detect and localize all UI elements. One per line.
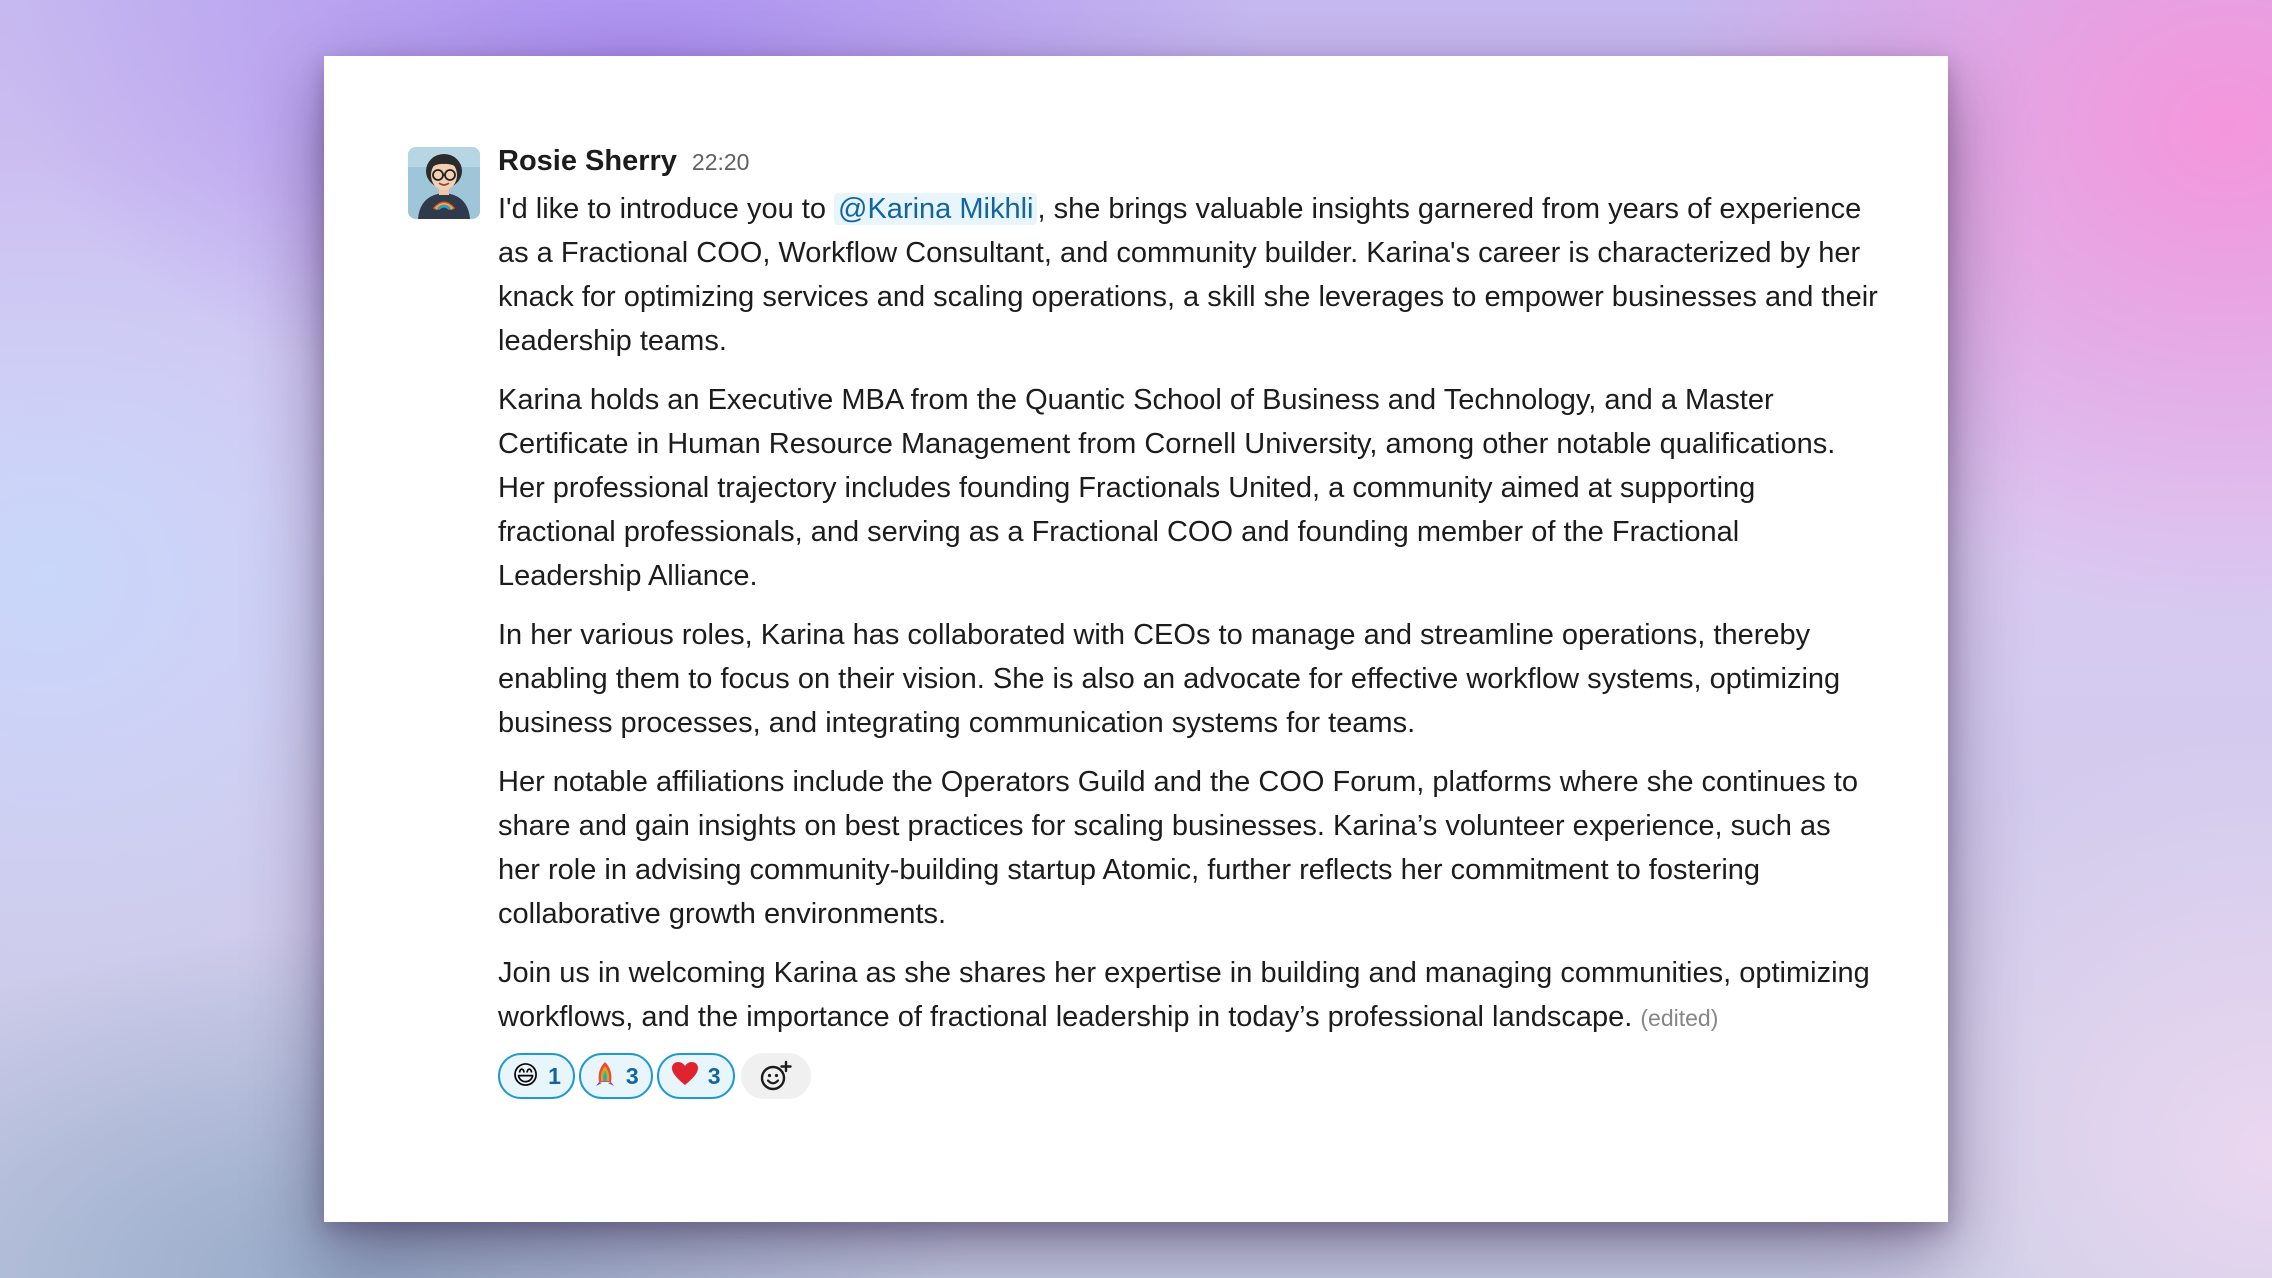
paragraph-2: Karina holds an Executive MBA from the Quantic School of Business and Technology, and a Master Certificate in Human Resource Management from Cornell University, among other notable qualifications. Her professional trajectory includes founding Fractionals United, a community aimed at supporting fractional professionals, and serving as a Fractional COO and founding member of the Fractional Leadership Alliance. <box>498 384 1836 592</box>
reaction-count: 1 <box>548 1062 561 1089</box>
reactions-bar <box>498 1053 1878 1099</box>
paragraph-1-rest: , she brings valuable insights garnered from years of experience as a Fractional COO, Workflow Consultant, and community builder. Karina's career is characterized by her knack for optimizing services and scaling operations, a skill she leverages to empower businesses and their leadership teams. <box>498 193 1878 357</box>
reaction-grinning[interactable] <box>498 1053 575 1099</box>
message-content <box>498 145 1878 1099</box>
reaction-count: 3 <box>625 1062 639 1089</box>
avatar[interactable] <box>408 147 480 219</box>
paragraph-5 <box>498 951 1878 1040</box>
reaction-heart[interactable] <box>657 1053 735 1099</box>
paragraph-1 <box>498 187 1878 363</box>
paragraph-3: In her various roles, Karina has collaborated with CEOs to manage and streamline operations, thereby enabling them to focus on their vision. She is also an advocate for effective workflow systems, optimizing business processes, and integrating communication systems for teams. <box>498 619 1841 739</box>
paragraph-1-intro: I'd like to introduce you to <box>498 193 835 225</box>
author-name[interactable]: Rosie Sherry <box>498 145 677 177</box>
reaction-count: 3 <box>707 1062 721 1089</box>
reaction-rocket-rainbow[interactable] <box>579 1053 653 1099</box>
message-body <box>498 187 1878 1040</box>
paragraph-5-text: Join us in welcoming Karina as she shares her expertise in building and managing communities, optimizing workflows, and the importance of fractional leadership in today’s professional landscape. <box>498 957 1870 1033</box>
timestamp[interactable]: 22:20 <box>691 149 750 175</box>
message-header <box>498 145 1878 187</box>
rocket-rainbow-icon <box>593 1060 617 1093</box>
add-reaction-button[interactable] <box>741 1053 811 1099</box>
edited-label: (edited) <box>1640 1005 1719 1031</box>
message-card <box>324 56 1948 1222</box>
grinning-face-icon: 😄 <box>512 1061 540 1091</box>
red-heart-icon <box>671 1061 699 1092</box>
avatar-illustration <box>408 147 480 219</box>
add-reaction-icon <box>759 1060 793 1092</box>
user-mention[interactable]: @Karina Mikhli <box>834 193 1037 225</box>
paragraph-4: Her notable affiliations include the Operators Guild and the COO Forum, platforms where she continues to share and gain insights on best practices for scaling businesses. Karina’s volunteer experience, such as her role in advising community-building startup Atomic, further reflects her commitment to fostering collaborative growth environments. <box>498 766 1858 930</box>
